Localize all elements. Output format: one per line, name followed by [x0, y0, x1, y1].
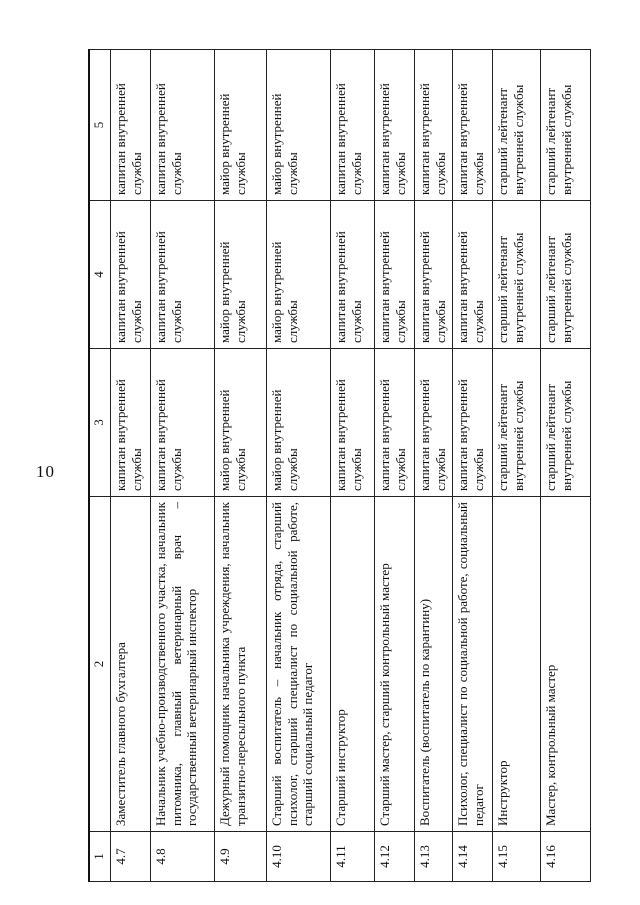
rank-col-4: старший лейтенант внутренней службы [541, 201, 591, 349]
position-title: Заместитель главного бухгалтера [111, 497, 151, 832]
row-number: 4.9 [215, 832, 267, 882]
row-number: 4.7 [111, 832, 151, 882]
position-title: Старший воспитатель – начальник отряда, старший психолог, старший специалист по социальной работе, старший социальный педагог [267, 497, 331, 832]
table-row [453, 50, 493, 882]
row-number: 4.13 [415, 832, 453, 882]
position-title: Психолог, специалист по социальной работе, социальный педагог [453, 497, 493, 832]
rank-col-3: капитан внутренней службы [331, 349, 375, 497]
rank-col-5: майор внутренней службы [267, 50, 331, 201]
row-number: 4.8 [151, 832, 215, 882]
rank-col-5: старший лейтенант внутренней службы [541, 50, 591, 201]
row-number: 4.14 [453, 832, 493, 882]
position-title: Дежурный помощник начальника учреждения, начальник транзитно-пересыльного пункта [215, 497, 267, 832]
rank-col-4: капитан внутренней службы [111, 201, 151, 349]
page-number: 10 [36, 462, 55, 481]
position-title: Старший инструктор [331, 497, 375, 832]
rank-col-3: капитан внутренней службы [111, 349, 151, 497]
rank-col-4: майор внутренней службы [267, 201, 331, 349]
rank-col-3: старший лейтенант внутренней службы [493, 349, 541, 497]
rank-col-4: капитан внутренней службы [375, 201, 415, 349]
rank-col-3: капитан внутренней службы [453, 349, 493, 497]
rank-col-4: капитан внутренней службы [415, 201, 453, 349]
position-title: Инструктор [493, 497, 541, 832]
rank-col-3: капитан внутренней службы [151, 349, 215, 497]
position-title: Начальник учебно-производственного участка, начальник питомника, главный ветеринарный врач – государственный ветеринарный инспектор [151, 497, 215, 832]
ranks-table [88, 49, 591, 882]
row-number: 4.16 [541, 832, 591, 882]
rank-col-3: старший лейтенант внутренней службы [541, 349, 591, 497]
position-title: Воспитатель (воспитатель по карантину) [415, 497, 453, 832]
row-number: 4.11 [331, 832, 375, 882]
rank-col-5: старший лейтенант внутренней службы [493, 50, 541, 201]
rank-col-3: майор внутренней службы [267, 349, 331, 497]
header-col-4: 4 [89, 201, 111, 349]
rank-col-5: капитан внутренней службы [453, 50, 493, 201]
rank-col-4: капитан внутренней службы [151, 201, 215, 349]
rank-col-5: капитан внутренней службы [331, 50, 375, 201]
rank-col-5: капитан внутренней службы [375, 50, 415, 201]
header-col-5: 5 [89, 50, 111, 201]
table-row [331, 50, 375, 882]
rank-col-5: майор внутренней службы [215, 50, 267, 201]
row-number: 4.15 [493, 832, 541, 882]
rotated-page-content [88, 50, 598, 882]
table-row [151, 50, 215, 882]
rank-col-5: капитан внутренней службы [415, 50, 453, 201]
position-title: Мастер, контрольный мастер [541, 497, 591, 832]
position-title: Старший мастер, старший контрольный мастер [375, 497, 415, 832]
rank-col-3: капитан внутренней службы [415, 349, 453, 497]
header-col-1: 1 [89, 832, 111, 882]
header-col-2: 2 [89, 497, 111, 832]
rank-col-4: старший лейтенант внутренней службы [493, 201, 541, 349]
table-row [111, 50, 151, 882]
rank-col-3: майор внутренней службы [215, 349, 267, 497]
rank-col-4: капитан внутренней службы [453, 201, 493, 349]
rank-col-5: капитан внутренней службы [111, 50, 151, 201]
rank-col-4: капитан внутренней службы [331, 201, 375, 349]
table-row [267, 50, 331, 882]
table-header-row [89, 50, 111, 882]
rank-col-4: майор внутренней службы [215, 201, 267, 349]
table-row [415, 50, 453, 882]
row-number: 4.10 [267, 832, 331, 882]
table-row [375, 50, 415, 882]
rank-col-3: капитан внутренней службы [375, 349, 415, 497]
table-row [541, 50, 591, 882]
rank-col-5: капитан внутренней службы [151, 50, 215, 201]
table-row [493, 50, 541, 882]
header-col-3: 3 [89, 349, 111, 497]
row-number: 4.12 [375, 832, 415, 882]
table-row [215, 50, 267, 882]
